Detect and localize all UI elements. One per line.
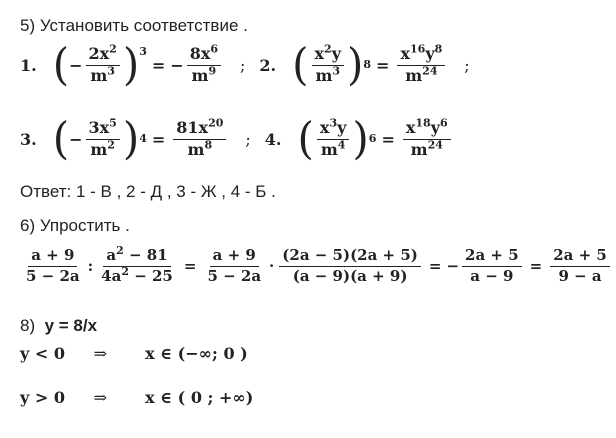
item-2-fraction: $\frac{x^2y}{m^3}$: [312, 46, 345, 85]
task5-answer: Ответ: 1 - В , 2 - Д , 3 - Ж , 4 - Б .: [20, 182, 276, 201]
implies-arrow-icon: ⇒: [93, 388, 107, 407]
task6-expression: $\frac{a + 9}{5 - 2a}$ : $\frac{a^2 - 81}{4a^2 - 25}$ = $\frac{a + 9}{5 - 2a}$ · $\frac{(2a - 5)(2a + 5)}{(a - 9)(a + 9)}$ = − $\frac{2a + 5}{a - 9}$ = $\frac{2a + 5}{9 - a}$: [20, 248, 613, 285]
item-4-label: 4.: [264, 129, 282, 149]
task5-row-2: 3. ( − $\frac{3x^5}{m^2}$ ) 4 = $\frac{81x^{20}}{m^8}$ ; 4. ( $\frac{x^3y}{m^4}$ ) 6 = $\frac{x^{18}y^6}{m^{24}}$: [20, 118, 454, 160]
task6-heading: 6) Упростить .: [20, 216, 130, 235]
item-2-label: 2.: [259, 55, 277, 75]
item-4-result: $\frac{x^{18}y^6}{m^{24}}$: [403, 120, 451, 159]
implies-arrow-icon: ⇒: [93, 344, 107, 363]
task5-heading: 5) Установить соответствие .: [20, 16, 248, 35]
task8-heading: 8) y = 8/x: [20, 316, 98, 335]
item-1-result: $\frac{8x^6}{m^9}$: [187, 46, 221, 85]
task8-line-2: y > 0 ⇒ x ∈ ( 0 ; +∞): [20, 388, 254, 407]
item-1-label: 1.: [20, 55, 37, 75]
item-1-fraction: $\frac{2x^2}{m^3}$: [86, 46, 120, 85]
task8-formula: y = 8/x: [44, 316, 98, 335]
item-4-fraction: $\frac{x^3y}{m^4}$: [317, 120, 350, 159]
item-3-label: 3.: [20, 129, 37, 149]
task8-line-1: y < 0 ⇒ x ∈ (−∞; 0 ): [20, 344, 248, 363]
item-3-result: $\frac{81x^{20}}{m^8}$: [173, 120, 226, 159]
task5-row-1: 1. ( − $\frac{2x^2}{m^3}$ ) 3 = − $\frac{8x^6}{m^9}$ ; 2. ( $\frac{x^2y}{m^3}$ ) 8 = $\frac{x^{16}y^8}{m^{24}}$ ;: [20, 38, 470, 91]
item-3-fraction: $\frac{3x^5}{m^2}$: [86, 120, 120, 159]
item-2-result: $\frac{x^{16}y^8}{m^{24}}$: [397, 46, 445, 85]
